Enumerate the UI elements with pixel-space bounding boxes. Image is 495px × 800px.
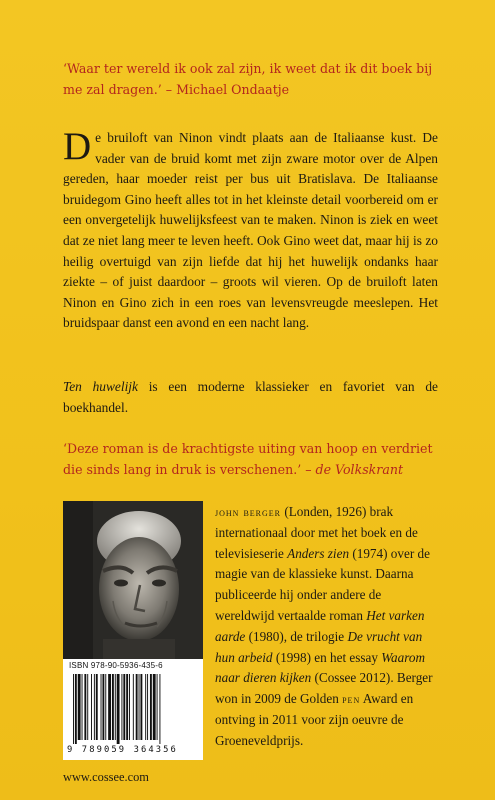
barcode-bar — [117, 674, 120, 744]
book-title: Ten huwelijk — [63, 379, 138, 394]
author-portrait-image — [63, 501, 203, 659]
bio-text-4: (1998) en het essay — [272, 649, 382, 665]
barcode-bar — [105, 674, 106, 740]
quote-bottom-source: de Volkskrant — [315, 462, 404, 477]
barcode-bar — [115, 674, 116, 740]
drop-cap: D — [63, 125, 92, 168]
barcode-bar — [150, 674, 152, 740]
bio-text-5: (Cossee 2012). Berger won in 2009 de Golden — [215, 670, 433, 707]
bio-text-2: (1974) over de magie van de klassieke kunst. Daarna publiceerde hij onder andere de wereldwijd vertaalde roman — [215, 545, 430, 623]
barcode-bar — [87, 674, 88, 740]
bio-title-1: Anders zien — [287, 545, 350, 561]
blurb-paragraph-1 — [63, 125, 438, 334]
bio-text-1: (Londen, 1926) brak internationaal door met het boek en de televisieserie — [215, 504, 418, 561]
blurb-paragraph-1-text: e bruiloft van Ninon vindt plaats aan de Italiaanse kust. De vader van de bruid komt met zijn zware motor over de Alpen gereden, haar moeder reist per bus uit Bratislava. De Italiaanse bruidegom Gino heeft alles tot in het kleinste detail voorbereid om er een onvergetelijk huwelijksfeest van te maken. Ninon is ziek en weet dat ze niet lang meer te leven heeft. Ook Gino weet dat, maar hij is zo heilig overtuigd van zijn liefde dat hij het huwelijk ondanks haar ziekte – of juist daardoor – groots wil vieren. Op de bruiloft laten Ninon en Gino zich in een roes van levensvreugde meeslepen. Het bruidspaar danst een avond en een nacht lang. — [63, 130, 438, 331]
barcode-bar — [136, 674, 138, 740]
barcode-bar — [126, 674, 128, 740]
barcode-bar — [91, 674, 92, 740]
barcode-image — [73, 674, 193, 744]
bio-text-3: (1980), de trilogie — [245, 628, 348, 644]
barcode-bar — [78, 674, 81, 740]
barcode-bar — [101, 674, 102, 740]
barcode-bar — [123, 674, 125, 740]
barcode-bar — [82, 674, 83, 740]
barcode-bar — [140, 674, 142, 740]
barcode-bar — [159, 674, 160, 744]
barcode-bar — [94, 674, 95, 740]
barcode-label — [63, 659, 203, 760]
bio-title-3: De vrucht van hun arbeid — [215, 628, 423, 665]
bio-title-2: Het varken aarde — [215, 607, 425, 644]
barcode-bar — [157, 674, 158, 740]
barcode-bar — [96, 674, 98, 740]
quote-bottom — [63, 438, 435, 480]
blurb-paragraph-2-text: is een moderne klassieker en favoriet van de boekhandel. — [63, 379, 438, 415]
bio-title-4: Waarom naar dieren kijken — [215, 649, 426, 686]
quote-top-text: ‘Waar ter wereld ik ook zal zijn, ik weet dat ik dit boek bij me zal dragen.’ – Michael Ondaatje — [63, 61, 433, 97]
barcode-bar — [84, 674, 86, 740]
barcode-bar — [129, 674, 130, 740]
barcode-bar — [102, 674, 104, 740]
bio-text-6: Award en ontving in 2011 voor zijn oeuvre de Groeneveldprijs. — [215, 691, 414, 748]
barcode-bar — [145, 674, 146, 740]
blurb-paragraph-2 — [63, 377, 438, 418]
barcode-bar — [121, 674, 122, 740]
barcode-bar — [133, 674, 134, 740]
barcode-bar — [73, 674, 74, 744]
quote-top — [63, 58, 435, 100]
barcode-bar — [75, 674, 77, 744]
barcode-bar — [112, 674, 114, 740]
isbn-text: ISBN 978-90-5936-435-6 — [69, 661, 163, 670]
ean-digits: 9 789059 364356 — [67, 745, 178, 755]
barcode-bar — [139, 674, 140, 740]
barcode-bar — [153, 674, 156, 740]
author-photo — [63, 501, 203, 659]
bio-award-name: pen — [342, 692, 361, 707]
barcode-bar — [147, 674, 148, 740]
author-bio — [215, 502, 439, 752]
quote-bottom-text: ‘Deze roman is de krachtigste uiting van hoop en verdriet die sinds lang in druk is verschenen.’ – — [63, 441, 433, 477]
author-name: john berger — [215, 505, 282, 519]
barcode-bar — [108, 674, 111, 740]
publisher-website[interactable]: www.cossee.com — [63, 770, 149, 784]
